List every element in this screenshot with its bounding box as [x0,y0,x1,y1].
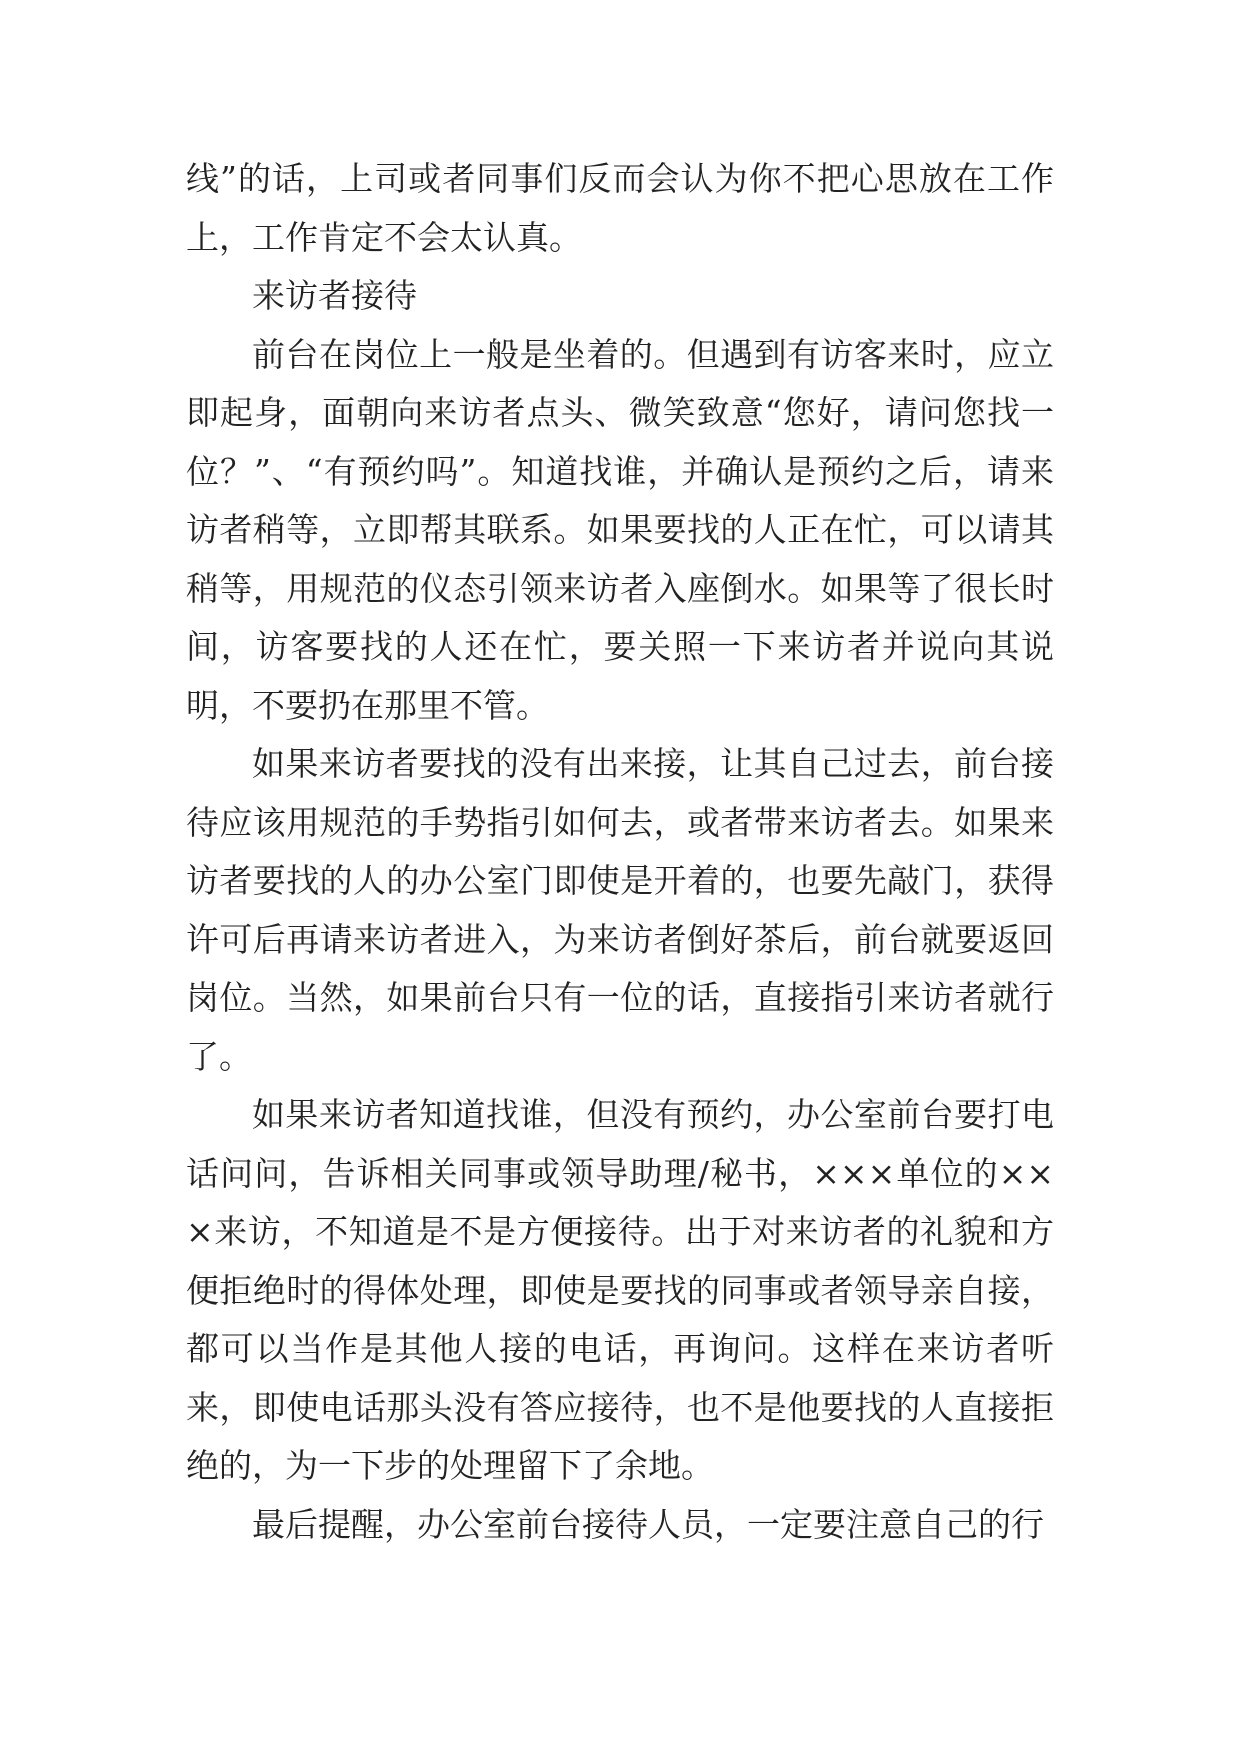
paragraph-continuation: 线”的话，上司或者同事们反而会认为你不把心思放在工作上，工作肯定不会太认真。 [186,159,1054,257]
paragraph: 最后提醒，办公室前台接待人员，一定要注意自己的行 [252,1504,1044,1544]
paragraph: 前台在岗位上一般是坐着的。但遇到有访客来时，应立即起身，面朝向来访者点头、微笑致意“您好，请问您找一位？”、“有预约吗”。知道找谁，并确认是预约之后，请来访者稍等，立即帮其联系。如果要找的人正在忙，可以请其稍等，用规范的仪态引领来访者入座倒水。如果等了很长时间，访客要找的人还在忙，要关照一下来访者并说向其说明，不要扔在那里不管。 [186,334,1054,725]
paragraph: 如果来访者要找的没有出来接，让其自己过去，前台接待应该用规范的手势指引如何去，或者带来访者去。如果来访者要找的人的办公室门即使是开着的，也要先敲门，获得许可后再请来访者进入，为来访者倒好茶后，前台就要返回岗位。当然，如果前台只有一位的话，直接指引来访者就行了。 [186,744,1054,1076]
paragraph: 如果来访者知道找谁，但没有预约，办公室前台要打电话问问，告诉相关同事或领导助理/秘书，×××单位的×××来访，不知道是不是方便接待。出于对来访者的礼貌和方便拒绝时的得体处理，即使是要找的同事或者领导亲自接，都可以当作是其他人接的电话，再询问。这样在来访者听来，即使电话那头没有答应接待，也不是他要找的人直接拒绝的，为一下步的处理留下了余地。 [186,1095,1054,1485]
document-body [186,150,1054,1554]
section-heading: 来访者接待 [252,276,417,315]
